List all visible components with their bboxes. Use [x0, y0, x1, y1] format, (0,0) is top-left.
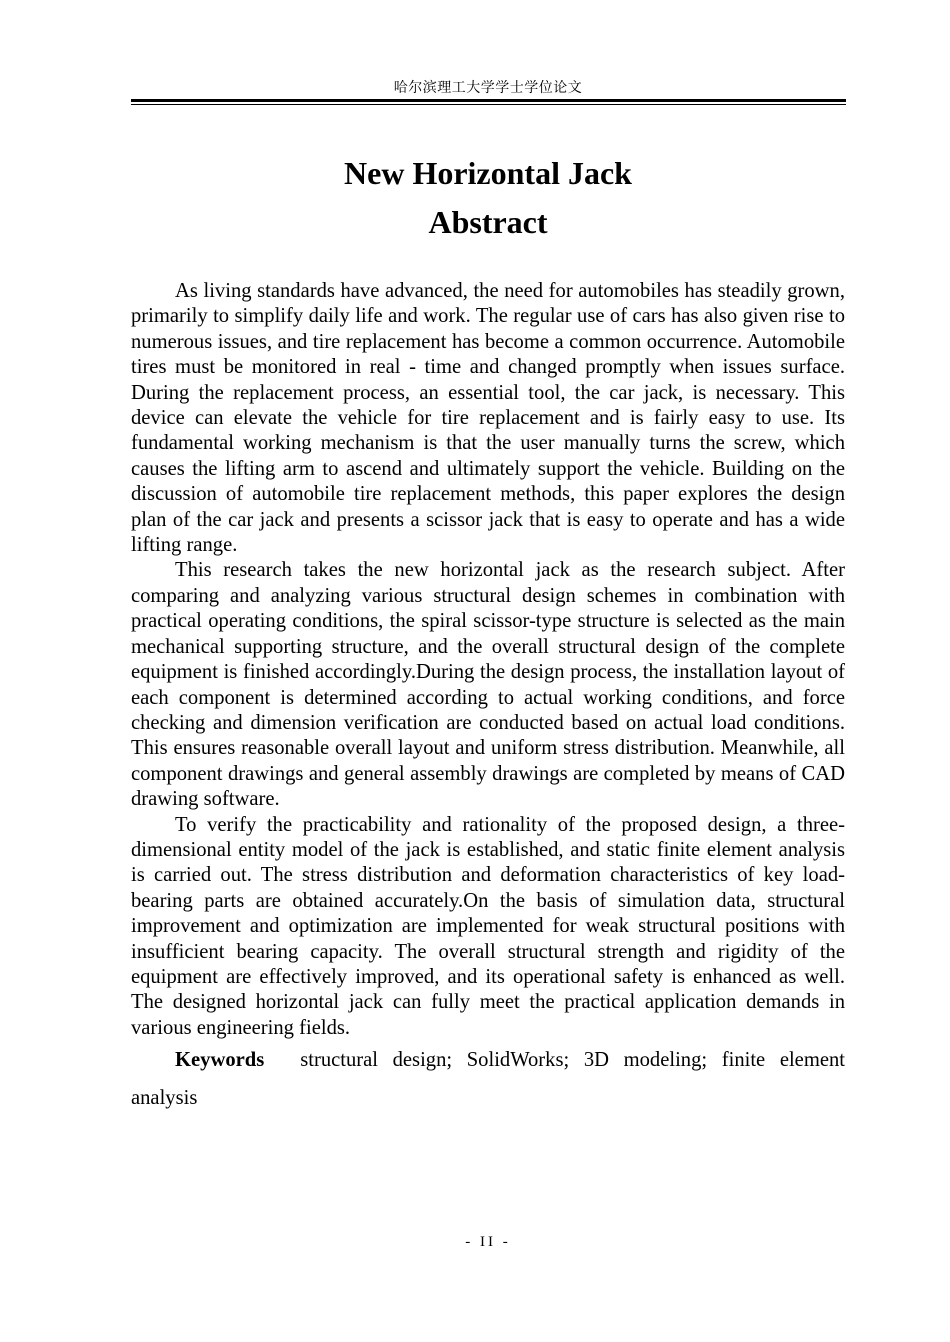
abstract-paragraph-3: To verify the practicability and rationality of the proposed design, a three-dimensional entity model of the jack is established, and static finite element analysis is carried out. The stress distribution and deformation characteristics of key load-bearing parts are obtained accurately.On the basis of simulation data, structural improvement and optimization are implemented for weak structural positions with insufficient bearing capacity. The overall structural strength and rigidity of the equipment are effectively improved, and its operational safety is enhanced as well. The designed horizontal jack can fully meet the practical application demands in various engineering fields. [131, 813, 845, 1039]
header-rule-thick [131, 99, 846, 102]
running-header: 哈尔滨理工大学学士学位论文 [393, 80, 583, 96]
abstract-paragraph-2: This research takes the new horizontal jack as the research subject. After comparing and analyzing various structural design schemes in combination with practical operating conditions, the spiral scissor-type structure is selected as the main mechanical supporting structure, and the overall structural design of the complete equipment is finished accordingly.During the design process, the installation layout of each component is determined according to actual working conditions, and force checking and dimension verification are conducted based on actual load conditions. This ensures reasonable overall layout and uniform stress distribution. Meanwhile, all component drawings and general assembly drawings are completed by means of CAD drawing software. [131, 559, 845, 811]
keywords-label: Keywords [175, 1049, 265, 1072]
abstract-heading: Abstract [428, 204, 548, 240]
keywords-text: structural design; SolidWorks; 3D modeling; finite element analysis [131, 1049, 845, 1110]
keywords-line [131, 1041, 845, 1117]
abstract-paragraph-1: As living standards have advanced, the need for automobiles has steadily grown, primarily to simplify daily life and work. The regular use of cars has also given rise to numerous issues, and tire replacement has become a common occurrence. Automobile tires must be monitored in real - time and changed promptly when issues surface. During the replacement process, an essential tool, the car jack, is necessary. This device can elevate the vehicle for tire replacement and is fairly easy to use. Its fundamental working mechanism is that the user manually turns the screw, which causes the lifting arm to ascend and ultimately support the vehicle. Building on the discussion of automobile tire replacement methods, this paper explores the design plan of the car jack and presents a scissor jack that is easy to operate and has a wide lifting range. [131, 280, 845, 557]
abstract-body [131, 279, 845, 1117]
header-rule-thin [131, 104, 846, 105]
page-number: - II - [465, 1234, 511, 1250]
document-title: New Horizontal Jack [344, 155, 632, 191]
